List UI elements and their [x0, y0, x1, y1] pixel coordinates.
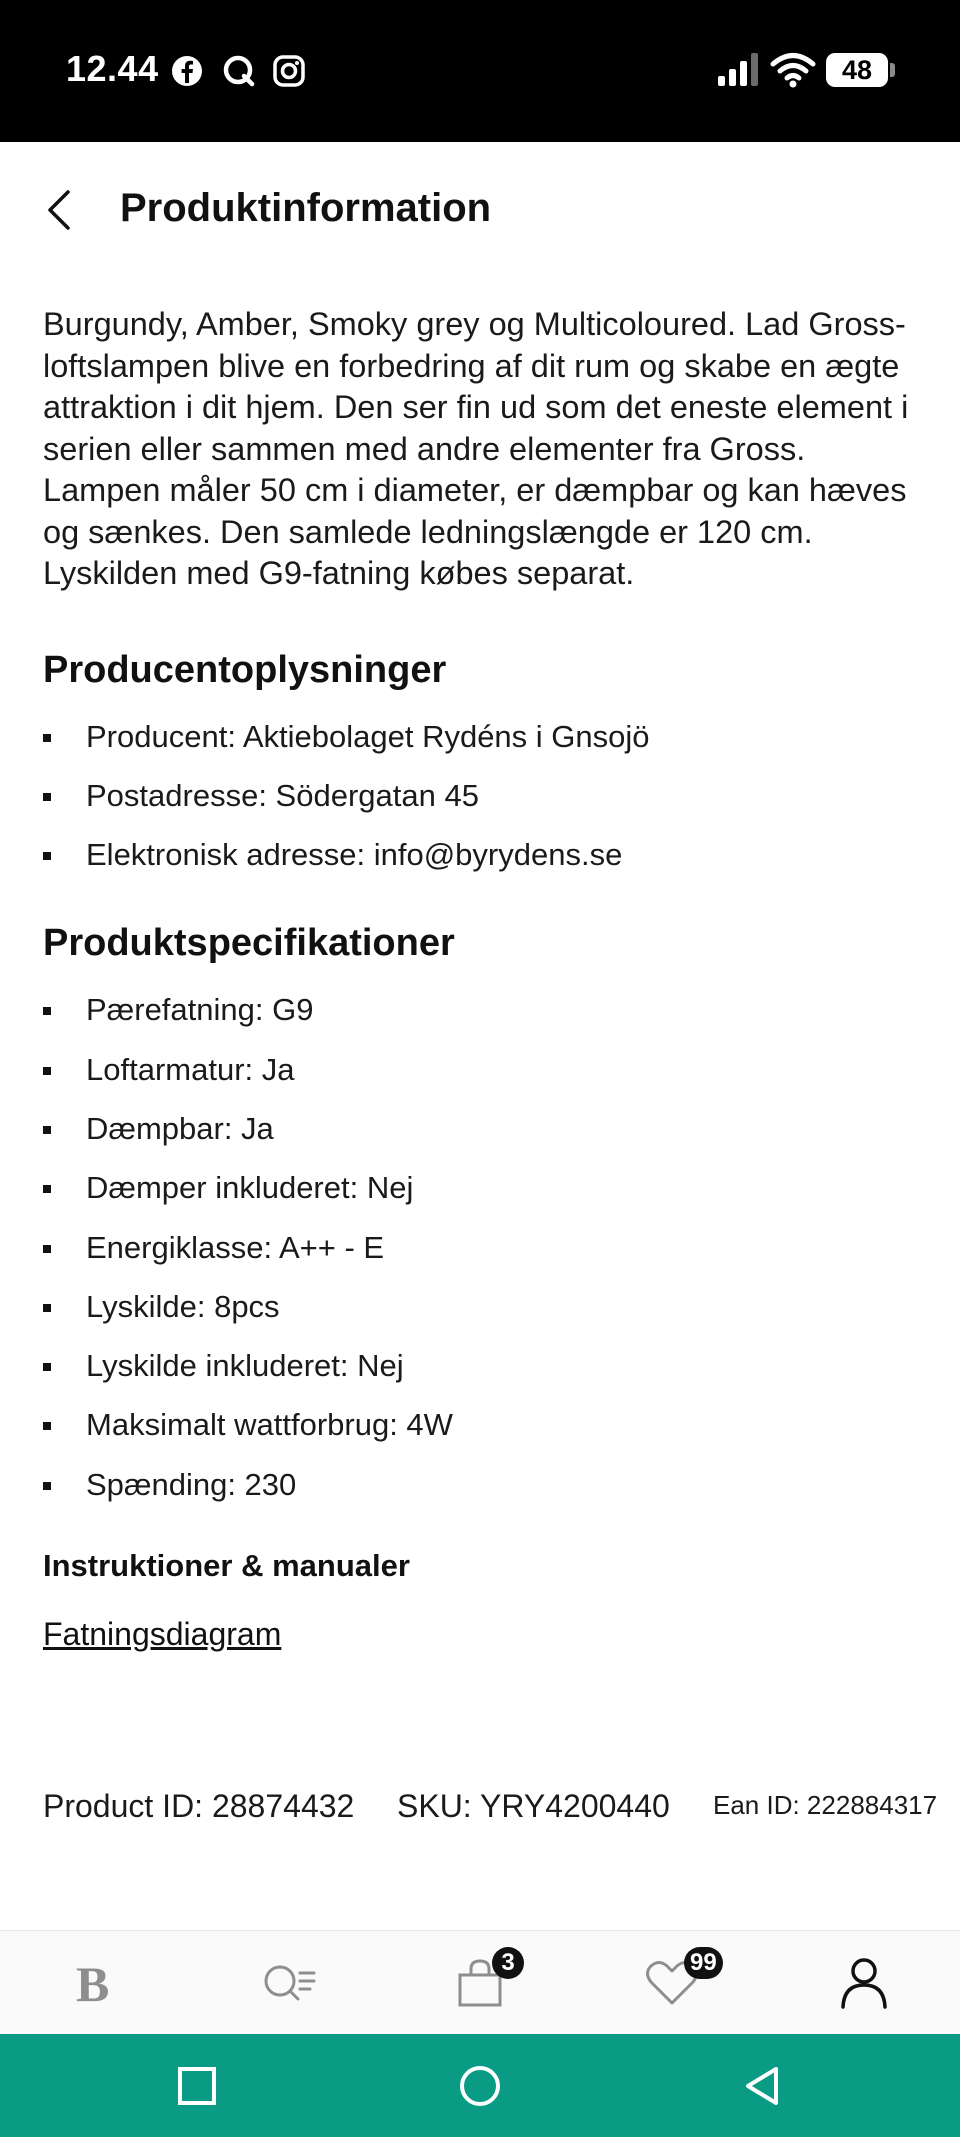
nav-search[interactable]: [258, 1953, 318, 2013]
nav-profile[interactable]: [834, 1953, 894, 2013]
signal-icon: [716, 50, 760, 90]
list-item: [43, 1287, 923, 1346]
bullet: [43, 852, 51, 860]
product-id: Product ID: 28874432: [43, 1788, 355, 1824]
chevron-left-icon[interactable]: [40, 186, 80, 234]
product-information: [43, 304, 923, 1653]
battery-level: 48: [841, 55, 873, 85]
list-item: [43, 1346, 923, 1405]
status-bar: [0, 0, 960, 142]
list-item: [43, 1405, 923, 1464]
bullet: [43, 1007, 51, 1015]
list-item: [43, 1228, 923, 1287]
system-navigation-bar: [0, 2034, 960, 2137]
page-title: Produktinformation: [120, 186, 492, 230]
list-item: [43, 1465, 923, 1524]
bullet: [43, 1126, 51, 1134]
nav-wishlist[interactable]: [642, 1949, 717, 2013]
list-item: [43, 1109, 923, 1168]
user-icon: [834, 1953, 894, 2013]
manufacturer-heading: Producentoplysninger: [43, 648, 447, 691]
list-item-text: Dæmper inkluderet: Nej: [86, 1170, 414, 1206]
search-list-icon: [258, 1953, 318, 2013]
list-item-text: Maksimalt wattforbrug: 4W: [86, 1407, 453, 1443]
list-item-text: Energiklasse: A++ - E: [86, 1229, 385, 1265]
facebook-icon: [170, 54, 204, 88]
list-item-text: Pærefatning: G9: [86, 992, 314, 1028]
battery-tip: [890, 63, 895, 77]
bullet: [43, 1185, 51, 1193]
bottom-navigation: [0, 1930, 960, 2035]
list-item: [43, 990, 923, 1049]
bullet: [43, 1245, 51, 1253]
list-item-text: Producent: Aktiebolaget Rydéns i Gnsojö: [86, 718, 650, 754]
brand-logo-icon: B: [76, 1956, 110, 2012]
product-identifiers: [43, 1788, 943, 1828]
nav-home[interactable]: [66, 1953, 126, 2013]
list-item-text: Spænding: 230: [86, 1466, 297, 1502]
ean-id: Ean ID: 222884317: [713, 1790, 938, 1820]
bullet: [43, 1363, 51, 1371]
manuals-heading: Instruktioner & manualer: [43, 1548, 410, 1584]
bullet: [43, 1482, 51, 1490]
specs-list: [43, 990, 923, 1524]
list-item-text: Lyskilde inkluderet: Nej: [86, 1348, 404, 1384]
list-item: [43, 776, 923, 835]
recents-icon[interactable]: [175, 2064, 219, 2108]
socket-diagram-link[interactable]: Fatningsdiagram: [43, 1616, 282, 1653]
list-item: [43, 1050, 923, 1109]
wifi-icon: [770, 50, 816, 90]
list-item-text: Loftarmatur: Ja: [86, 1051, 295, 1087]
list-item: [43, 1168, 923, 1227]
manufacturer-list: [43, 717, 923, 895]
home-icon[interactable]: [458, 2064, 502, 2108]
list-item-text: Elektronisk adresse: info@byrydens.se: [86, 837, 623, 873]
cart-badge: 3: [492, 1947, 524, 1979]
list-item: [43, 835, 923, 894]
list-item-text: Dæmpbar: Ja: [86, 1110, 274, 1146]
specs-heading: Produktspecifikationer: [43, 922, 455, 965]
messenger-icon: [222, 54, 256, 88]
bullet: [43, 1067, 51, 1075]
bullet: [43, 734, 51, 742]
status-time: 12.44: [66, 48, 159, 89]
header: [0, 142, 960, 278]
list-item: [43, 717, 923, 776]
instagram-icon: [272, 54, 306, 88]
sku: SKU: YRY4200440: [397, 1788, 670, 1824]
battery-icon: [826, 53, 888, 87]
back-icon[interactable]: [740, 2064, 784, 2108]
bullet: [43, 1422, 51, 1430]
bullet: [43, 793, 51, 801]
wishlist-badge: 99: [684, 1947, 723, 1979]
nav-cart[interactable]: [450, 1949, 515, 2013]
bullet: [43, 1304, 51, 1312]
list-item-text: Postadresse: Södergatan 45: [86, 777, 479, 813]
product-description: Burgundy, Amber, Smoky grey og Multicoloured. Lad Gross-loftslampen blive en forbedring af dit rum og skabe en ægte attraktion i dit hjem. Den ser fin ud som det eneste element i serien eller sammen med andre elementer fra Gross. Lampen måler 50 cm i diameter, er dæmpbar og kan hæves og sænkes. Den samlede ledningslængde er 120 cm. Lyskilden med G9-fatning købes separat.: [43, 306, 909, 591]
list-item-text: Lyskilde: 8pcs: [86, 1288, 280, 1324]
